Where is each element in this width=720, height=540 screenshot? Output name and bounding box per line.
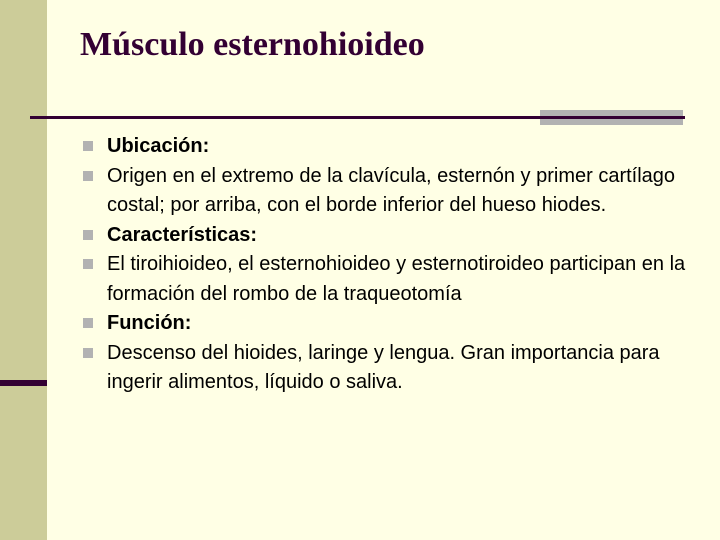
bullet-list	[80, 132, 700, 398]
bullet-text: Origen en el extremo de la clavícula, esternón y primer cartílago costal; por arriba, con el borde inferior del hueso hiodes.	[107, 164, 676, 216]
bullet-item-funcion	[80, 309, 700, 339]
slide-title: Músculo esternohioideo	[80, 26, 425, 63]
bullet-item-rombo	[80, 250, 700, 309]
bullet-item-descenso	[80, 339, 700, 398]
bullet-text: El tiroihioideo, el esternohioideo y esternotiroideo participan en la formación del rombo de la traqueotomía	[107, 253, 686, 305]
bullet-text: Características:	[107, 223, 258, 246]
bullet-text: Ubicación:	[107, 135, 210, 157]
bullet-text: Función:	[107, 312, 192, 334]
left-accent-line	[0, 380, 47, 386]
square-bullet-icon	[83, 141, 93, 151]
left-decorative-bar	[0, 0, 47, 540]
square-bullet-icon	[83, 230, 93, 240]
square-bullet-icon	[83, 259, 93, 269]
square-bullet-icon	[83, 171, 93, 181]
bullet-item-origen	[80, 162, 700, 221]
bullet-text: Descenso del hioides, laringe y lengua. Gran importancia para ingerir alimentos, líquido o saliva.	[107, 341, 660, 393]
bullet-item-caracteristicas	[80, 221, 700, 251]
square-bullet-icon	[83, 348, 93, 358]
title-underline-rule	[30, 116, 685, 119]
square-bullet-icon	[83, 318, 93, 328]
bullet-item-ubicacion	[80, 132, 700, 162]
